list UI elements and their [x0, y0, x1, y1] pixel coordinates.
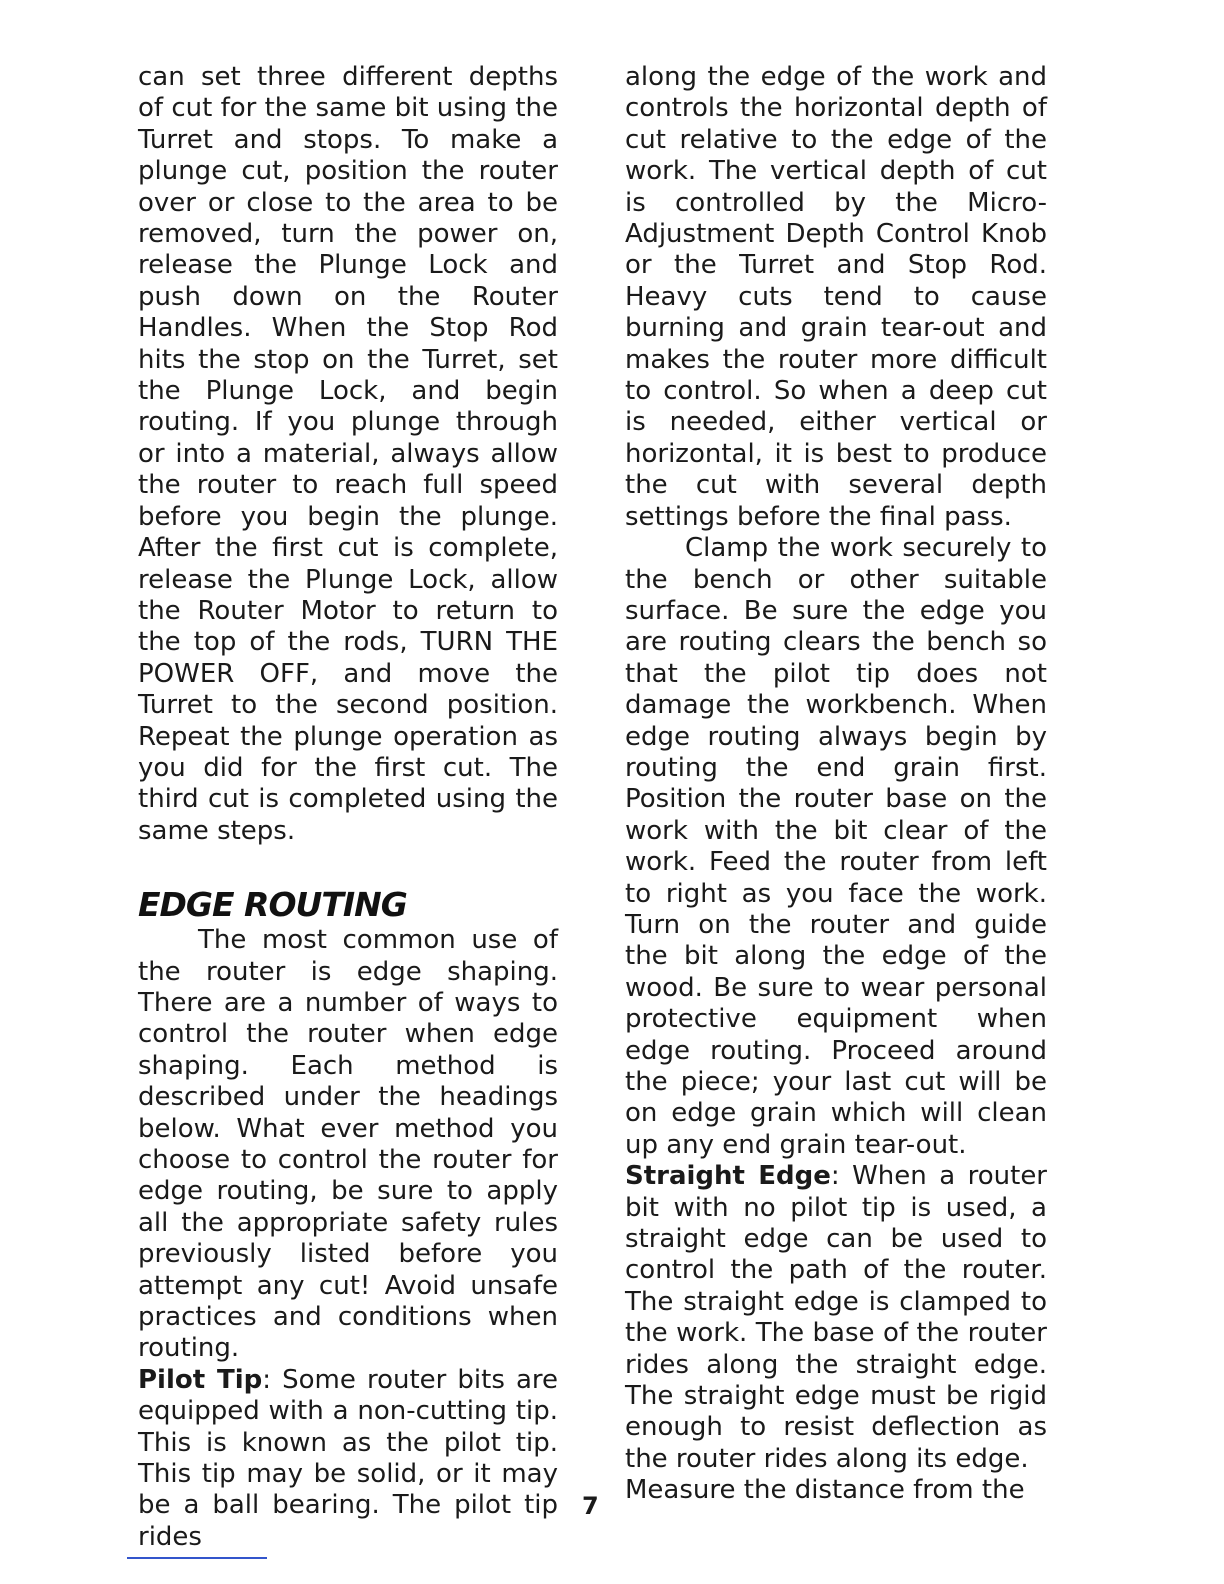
footer-rule [127, 1557, 267, 1559]
straight-edge-text: : When a router bit with no pilot tip is used, a straight edge can be used to control the path of the router. The straight edge is clamped to the work. The base of the router rides along the straight edge. The straight edge must be rigid enough to resist deflection as the router rides along its edge. [625, 1161, 1047, 1474]
straight-edge-paragraph [625, 1161, 1047, 1475]
body-paragraph: Clamp the work securely to the bench or other suitable surface. Be sure the edge you are routing clears the bench so that the pilot tip does not damage the workbench. When edge routing always begin by routing the end grain first. Position the router base on the work with the bit clear of the work. Feed the router from left to right as you face the work. Turn on the router and guide the bit along the edge of the wood. Be sure to wear personal protective equipment when edge routing. Proceed around the piece; your last cut will be on edge grain which will clean up any end grain tear-out. [625, 533, 1047, 1160]
left-column [138, 62, 558, 1553]
pilot-tip-label: Pilot Tip [138, 1364, 263, 1395]
page-number: 7 [582, 1492, 599, 1520]
pilot-tip-paragraph [138, 1365, 558, 1553]
right-column [625, 62, 1047, 1507]
straight-edge-label: Straight Edge [625, 1161, 831, 1192]
body-paragraph: The most common use of the router is edge shaping. There are a number of ways to control the router when edge shaping. Each method is described under the headings below. What ever method you choose to control the router for edge routing, be sure to apply all the appropriate safety rules previously listed before you attempt any cut! Avoid unsafe practices and conditions when routing. [138, 925, 558, 1364]
body-paragraph: Measure the distance from the [625, 1475, 1025, 1506]
pilot-tip-text: : Some router bits are equipped with a non-cutting tip. This is known as the pilot tip. This tip may be solid, or it may be a ball bearing. The pilot tip rides [138, 1364, 558, 1552]
body-paragraph: can set three different depths of cut for the same bit using the Turret and stops. To make a plunge cut, position the router over or close to the area to be removed, turn the power on, release the Plunge Lock and push down on the Router Handles. When the Stop Rod hits the stop on the Turret, set the Plunge Lock, and begin routing. If you plunge through or into a material, always allow the router to reach full speed before you begin the plunge. After the first cut is complete, release the Plunge Lock, allow the Router Motor to return to the top of the rods, TURN THE POWER OFF, and move the Turret to the second position. Repeat the plunge operation as you did for the first cut. The third cut is completed using the same steps. [138, 62, 558, 846]
body-paragraph: along the edge of the work and controls the horizontal depth of cut relative to the edge of the work. The vertical depth of cut is controlled by the Micro-Adjustment Depth Control Knob or the Turret and Stop Rod. Heavy cuts tend to cause burning and grain tear-out and makes the router more difficult to control. So when a deep cut is needed, either vertical or horizontal, it is best to produce the cut with several depth settings before the final pass. [625, 62, 1047, 532]
section-heading-edge-routing: EDGE ROUTING [138, 885, 407, 925]
